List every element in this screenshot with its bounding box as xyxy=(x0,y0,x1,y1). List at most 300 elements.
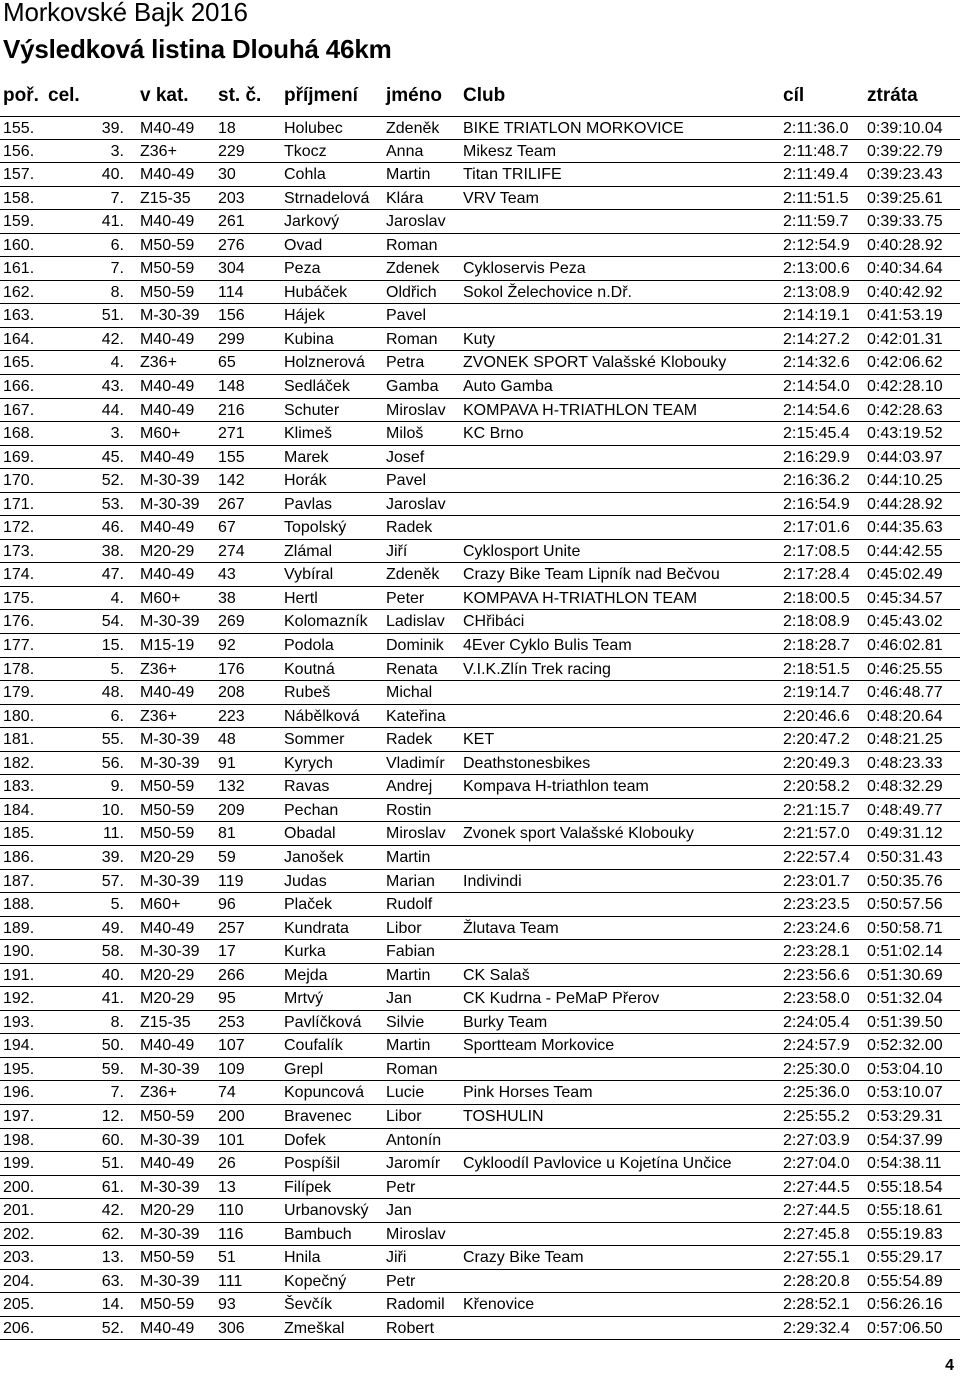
rank-category: 63. xyxy=(101,1272,124,1290)
start-number: 267 xyxy=(218,495,245,513)
rank-category: 52. xyxy=(101,1319,124,1337)
rank-category: 44. xyxy=(101,401,124,419)
finish-time: 2:29:32.4 xyxy=(783,1319,850,1337)
start-number: 176 xyxy=(218,660,245,678)
first-name: Martin xyxy=(386,966,431,984)
rank-category: 41. xyxy=(101,213,124,231)
rank-overall: 185. xyxy=(3,825,35,843)
surname: Janošek xyxy=(284,848,344,866)
time-loss: 0:51:02.14 xyxy=(867,943,943,961)
start-number: 200 xyxy=(218,1107,245,1125)
rank-category: 3. xyxy=(110,425,124,443)
finish-time: 2:17:01.6 xyxy=(783,519,850,537)
first-name: Gamba xyxy=(386,378,439,396)
category: M20-29 xyxy=(140,990,195,1008)
header-jmeno: jméno xyxy=(386,85,442,106)
rank-category: 51. xyxy=(101,307,124,325)
rank-overall: 172. xyxy=(3,519,35,537)
category: M40-49 xyxy=(140,919,195,937)
table-row xyxy=(0,610,960,634)
table-row xyxy=(0,1058,960,1082)
category: M-30-39 xyxy=(140,613,200,631)
start-number: 209 xyxy=(218,801,245,819)
surname: Dofek xyxy=(284,1131,326,1149)
rank-category: 52. xyxy=(101,472,124,490)
rank-category: 57. xyxy=(101,872,124,890)
category: Z36+ xyxy=(140,142,177,160)
start-number: 59 xyxy=(218,848,236,866)
time-loss: 0:39:33.75 xyxy=(867,213,943,231)
start-number: 271 xyxy=(218,425,245,443)
first-name: Vladimír xyxy=(386,754,445,772)
rank-category: 7. xyxy=(110,189,124,207)
finish-time: 2:23:56.6 xyxy=(783,966,850,984)
category: M40-49 xyxy=(140,448,195,466)
surname: Urbanovský xyxy=(284,1202,369,1220)
table-row xyxy=(0,870,960,894)
finish-time: 2:27:55.1 xyxy=(783,1249,850,1267)
time-loss: 0:39:10.04 xyxy=(867,120,943,137)
category: M15-19 xyxy=(140,637,195,655)
rank-category: 50. xyxy=(101,1037,124,1055)
rank-overall: 155. xyxy=(3,120,35,137)
table-row xyxy=(0,1293,960,1317)
time-loss: 0:53:10.07 xyxy=(867,1084,943,1102)
rank-overall: 164. xyxy=(3,330,35,348)
start-number: 253 xyxy=(218,1013,245,1031)
rank-overall: 205. xyxy=(3,1296,35,1314)
surname: Koutná xyxy=(284,660,335,678)
finish-time: 2:16:36.2 xyxy=(783,472,850,490)
finish-time: 2:11:59.7 xyxy=(783,213,849,231)
table-row xyxy=(0,540,960,564)
surname: Vybíral xyxy=(284,566,334,584)
surname: Strnadelová xyxy=(284,189,370,207)
table-row xyxy=(0,893,960,917)
table-row xyxy=(0,587,960,611)
time-loss: 0:39:25.61 xyxy=(867,189,943,207)
start-number: 156 xyxy=(218,307,245,325)
rank-overall: 183. xyxy=(3,778,35,796)
club: V.I.K.Zlín Trek racing xyxy=(463,660,611,678)
time-loss: 0:50:58.71 xyxy=(867,919,943,937)
rank-overall: 181. xyxy=(3,731,35,749)
time-loss: 0:57:06.50 xyxy=(867,1319,943,1337)
results-table xyxy=(0,116,960,1340)
club: Auto Gamba xyxy=(463,378,553,396)
category: M-30-39 xyxy=(140,1178,200,1196)
category: M-30-39 xyxy=(140,307,200,325)
first-name: Radomil xyxy=(386,1296,445,1314)
rank-category: 3. xyxy=(110,142,124,160)
first-name: Libor xyxy=(386,1107,422,1125)
rank-overall: 186. xyxy=(3,848,35,866)
club: Cykloodíl Pavlovice u Kojetína Unčice xyxy=(463,1155,732,1173)
time-loss: 0:55:18.54 xyxy=(867,1178,943,1196)
surname: Ravas xyxy=(284,778,330,796)
table-row xyxy=(0,1105,960,1129)
first-name: Zdenek xyxy=(386,260,440,278)
rank-overall: 168. xyxy=(3,425,35,443)
first-name: Martin xyxy=(386,166,431,184)
category: M-30-39 xyxy=(140,872,200,890)
rank-overall: 195. xyxy=(3,1060,35,1078)
rank-category: 6. xyxy=(110,236,124,254)
start-number: 18 xyxy=(218,120,236,137)
finish-time: 2:11:36.0 xyxy=(783,120,849,137)
first-name: Fabian xyxy=(386,943,435,961)
rank-category: 39. xyxy=(101,848,124,866)
finish-time: 2:24:57.9 xyxy=(783,1037,850,1055)
surname: Pospíšil xyxy=(284,1155,341,1173)
surname: Hájek xyxy=(284,307,325,325)
rank-overall: 201. xyxy=(3,1202,35,1220)
start-number: 96 xyxy=(218,896,236,914)
time-loss: 0:45:02.49 xyxy=(867,566,943,584)
surname: Kubina xyxy=(284,330,334,348)
time-loss: 0:55:18.61 xyxy=(867,1202,943,1220)
start-number: 269 xyxy=(218,613,245,631)
first-name: Jan xyxy=(386,990,412,1008)
club: Sokol Želechovice n.Dř. xyxy=(463,283,632,301)
rank-overall: 159. xyxy=(3,213,35,231)
first-name: Jaroslav xyxy=(386,495,446,513)
finish-time: 2:14:19.1 xyxy=(783,307,850,325)
first-name: Martin xyxy=(386,1037,431,1055)
category: M50-59 xyxy=(140,1107,195,1125)
rank-category: 54. xyxy=(101,613,124,631)
surname: Kolomazník xyxy=(284,613,368,631)
time-loss: 0:42:28.63 xyxy=(867,401,943,419)
rank-category: 12. xyxy=(101,1107,124,1125)
time-loss: 0:46:25.55 xyxy=(867,660,943,678)
category: M40-49 xyxy=(140,330,195,348)
category: M50-59 xyxy=(140,801,195,819)
club: Křenovice xyxy=(463,1296,535,1314)
rank-category: 40. xyxy=(101,166,124,184)
category: M-30-39 xyxy=(140,1272,200,1290)
surname: Schuter xyxy=(284,401,340,419)
category: M40-49 xyxy=(140,566,195,584)
rank-overall: 199. xyxy=(3,1155,35,1173)
start-number: 110 xyxy=(218,1202,244,1220)
first-name: Zdeněk xyxy=(386,120,440,137)
category: M-30-39 xyxy=(140,472,200,490)
table-row xyxy=(0,1317,960,1341)
first-name: Roman xyxy=(386,1060,438,1078)
rank-overall: 170. xyxy=(3,472,35,490)
category: M40-49 xyxy=(140,519,195,537)
category: M40-49 xyxy=(140,401,195,419)
first-name: Andrej xyxy=(386,778,433,796)
first-name: Radek xyxy=(386,519,433,537)
rank-overall: 165. xyxy=(3,354,35,372)
rank-overall: 184. xyxy=(3,801,35,819)
first-name: Ladislav xyxy=(386,613,445,631)
table-row xyxy=(0,964,960,988)
rank-overall: 160. xyxy=(3,236,35,254)
start-number: 155 xyxy=(218,448,245,466)
table-row xyxy=(0,1176,960,1200)
first-name: Anna xyxy=(386,142,424,160)
finish-time: 2:21:57.0 xyxy=(783,825,850,843)
first-name: Marian xyxy=(386,872,435,890)
rank-overall: 167. xyxy=(3,401,35,419)
finish-time: 2:15:45.4 xyxy=(783,425,850,443)
first-name: Antonín xyxy=(386,1131,442,1149)
finish-time: 2:18:00.5 xyxy=(783,589,850,607)
table-row xyxy=(0,257,960,281)
table-row xyxy=(0,1152,960,1176)
rank-category: 10. xyxy=(101,801,124,819)
first-name: Radek xyxy=(386,731,433,749)
table-row xyxy=(0,1199,960,1223)
first-name: Petr xyxy=(386,1178,416,1196)
rank-overall: 169. xyxy=(3,448,35,466)
start-number: 142 xyxy=(218,472,245,490)
rank-category: 51. xyxy=(101,1155,124,1173)
table-row xyxy=(0,822,960,846)
finish-time: 2:25:30.0 xyxy=(783,1060,850,1078)
rank-overall: 197. xyxy=(3,1107,35,1125)
header-ztrata: ztráta xyxy=(867,85,918,106)
start-number: 17 xyxy=(218,943,236,961)
start-number: 92 xyxy=(218,637,236,655)
surname: Klimeš xyxy=(284,425,333,443)
time-loss: 0:51:30.69 xyxy=(867,966,943,984)
rank-overall: 178. xyxy=(3,660,35,678)
surname: Kundrata xyxy=(284,919,349,937)
start-number: 95 xyxy=(218,990,236,1008)
rank-category: 14. xyxy=(101,1296,124,1314)
rank-category: 8. xyxy=(110,1013,124,1031)
surname: Pavlas xyxy=(284,495,333,513)
club: ZVONEK SPORT Valašské Klobouky xyxy=(463,354,727,372)
rank-category: 60. xyxy=(101,1131,124,1149)
finish-time: 2:16:29.9 xyxy=(783,448,850,466)
header-prijmeni: příjmení xyxy=(284,85,358,106)
table-row xyxy=(0,516,960,540)
start-number: 38 xyxy=(218,589,236,607)
start-number: 223 xyxy=(218,707,245,725)
category: M40-49 xyxy=(140,684,195,702)
rank-category: 15. xyxy=(101,637,124,655)
surname: Jarkový xyxy=(284,213,340,231)
category: M40-49 xyxy=(140,378,195,396)
surname: Zlámal xyxy=(284,542,333,560)
rank-category: 40. xyxy=(101,966,124,984)
rank-category: 43. xyxy=(101,378,124,396)
finish-time: 2:27:45.8 xyxy=(783,1225,850,1243)
club: Titan TRILIFE xyxy=(463,166,562,184)
category: M-30-39 xyxy=(140,1060,200,1078)
category: M40-49 xyxy=(140,1037,195,1055)
first-name: Klára xyxy=(386,189,424,207)
rank-category: 11. xyxy=(102,825,124,843)
finish-time: 2:18:28.7 xyxy=(783,637,850,655)
surname: Holznerová xyxy=(284,354,365,372)
table-row xyxy=(0,446,960,470)
time-loss: 0:44:03.97 xyxy=(867,448,943,466)
club: Burky Team xyxy=(463,1013,548,1031)
surname: Cohla xyxy=(284,166,326,184)
club: 4Ever Cyklo Bulis Team xyxy=(463,637,632,655)
start-number: 306 xyxy=(218,1319,245,1337)
table-row xyxy=(0,422,960,446)
category: Z36+ xyxy=(140,660,177,678)
category: M-30-39 xyxy=(140,495,200,513)
rank-category: 48. xyxy=(101,684,124,702)
category: M50-59 xyxy=(140,283,195,301)
start-number: 274 xyxy=(218,542,245,560)
table-row xyxy=(0,1034,960,1058)
surname: Pechan xyxy=(284,801,339,819)
category: M20-29 xyxy=(140,966,195,984)
surname: Holubec xyxy=(284,120,343,137)
finish-time: 2:19:14.7 xyxy=(783,684,850,702)
finish-time: 2:20:47.2 xyxy=(783,731,850,749)
category: M60+ xyxy=(140,589,181,607)
start-number: 13 xyxy=(218,1178,236,1196)
table-row xyxy=(0,399,960,423)
start-number: 299 xyxy=(218,330,245,348)
rank-overall: 200. xyxy=(3,1178,35,1196)
start-number: 132 xyxy=(218,778,245,796)
category: M40-49 xyxy=(140,120,195,137)
start-number: 266 xyxy=(218,966,245,984)
category: M50-59 xyxy=(140,260,195,278)
club: BIKE TRIATLON MORKOVICE xyxy=(463,120,684,137)
finish-time: 2:17:28.4 xyxy=(783,566,850,584)
surname: Grepl xyxy=(284,1060,324,1078)
table-row xyxy=(0,493,960,517)
table-row xyxy=(0,351,960,375)
rank-category: 6. xyxy=(110,707,124,725)
table-row xyxy=(0,563,960,587)
rank-overall: 187. xyxy=(3,872,35,890)
time-loss: 0:40:42.92 xyxy=(867,283,943,301)
category: Z15-35 xyxy=(140,189,191,207)
time-loss: 0:48:21.25 xyxy=(867,731,943,749)
time-loss: 0:39:22.79 xyxy=(867,142,943,160)
start-number: 101 xyxy=(218,1131,245,1149)
finish-time: 2:23:24.6 xyxy=(783,919,850,937)
rank-category: 56. xyxy=(101,754,124,772)
surname: Sommer xyxy=(284,731,345,749)
rank-overall: 198. xyxy=(3,1131,35,1149)
finish-time: 2:23:58.0 xyxy=(783,990,850,1008)
header-vkat: v kat. xyxy=(140,85,189,106)
rank-overall: 192. xyxy=(3,990,35,1008)
first-name: Peter xyxy=(386,589,425,607)
start-number: 26 xyxy=(218,1155,236,1173)
start-number: 93 xyxy=(218,1296,236,1314)
category: M-30-39 xyxy=(140,731,200,749)
rank-category: 4. xyxy=(110,589,124,607)
first-name: Jiři xyxy=(386,1249,407,1267)
table-row xyxy=(0,917,960,941)
table-row xyxy=(0,705,960,729)
rank-category: 38. xyxy=(101,542,124,560)
table-row xyxy=(0,375,960,399)
time-loss: 0:44:10.25 xyxy=(867,472,943,490)
surname: Kopuncová xyxy=(284,1084,365,1102)
time-loss: 0:48:32.29 xyxy=(867,778,943,796)
rank-category: 62. xyxy=(101,1225,124,1243)
category: Z36+ xyxy=(140,707,177,725)
surname: Bambuch xyxy=(284,1225,352,1243)
rank-overall: 202. xyxy=(3,1225,35,1243)
first-name: Silvie xyxy=(386,1013,425,1031)
first-name: Miroslav xyxy=(386,401,446,419)
surname: Coufalík xyxy=(284,1037,343,1055)
table-row xyxy=(0,304,960,328)
rank-overall: 193. xyxy=(3,1013,35,1031)
surname: Ševčík xyxy=(284,1296,333,1314)
finish-time: 2:23:23.5 xyxy=(783,896,850,914)
first-name: Roman xyxy=(386,236,438,254)
time-loss: 0:48:23.33 xyxy=(867,754,943,772)
rank-overall: 166. xyxy=(3,378,35,396)
table-row xyxy=(0,846,960,870)
time-loss: 0:54:38.11 xyxy=(867,1155,942,1173)
rank-overall: 158. xyxy=(3,189,35,207)
finish-time: 2:20:58.2 xyxy=(783,778,850,796)
club: Kompava H-triathlon team xyxy=(463,778,649,796)
finish-time: 2:23:28.1 xyxy=(783,943,850,961)
time-loss: 0:54:37.99 xyxy=(867,1131,943,1149)
time-loss: 0:40:28.92 xyxy=(867,236,943,254)
start-number: 51 xyxy=(218,1249,236,1267)
finish-time: 2:27:44.5 xyxy=(783,1178,850,1196)
time-loss: 0:42:06.62 xyxy=(867,354,943,372)
rank-category: 61. xyxy=(101,1178,124,1196)
time-loss: 0:49:31.12 xyxy=(867,825,943,843)
first-name: Kateřina xyxy=(386,707,446,725)
surname: Mrtvý xyxy=(284,990,324,1008)
club: Kuty xyxy=(463,330,496,348)
first-name: Lucie xyxy=(386,1084,425,1102)
time-loss: 0:55:19.83 xyxy=(867,1225,943,1243)
club: KOMPAVA H-TRIATHLON TEAM xyxy=(463,589,698,607)
first-name: Pavel xyxy=(386,472,427,490)
club: KET xyxy=(463,731,495,749)
start-number: 216 xyxy=(218,401,245,419)
start-number: 114 xyxy=(218,283,244,301)
surname: Tkocz xyxy=(284,142,327,160)
category: M40-49 xyxy=(140,1319,195,1337)
table-row xyxy=(0,116,960,140)
surname: Marek xyxy=(284,448,329,466)
surname: Hubáček xyxy=(284,283,348,301)
rank-overall: 191. xyxy=(3,966,35,984)
start-number: 148 xyxy=(218,378,245,396)
club: VRV Team xyxy=(463,189,539,207)
rank-category: 8. xyxy=(110,283,124,301)
table-row xyxy=(0,234,960,258)
rank-overall: 204. xyxy=(3,1272,35,1290)
table-row xyxy=(0,752,960,776)
rank-category: 45. xyxy=(101,448,124,466)
rank-overall: 180. xyxy=(3,707,35,725)
finish-time: 2:27:44.5 xyxy=(783,1202,850,1220)
time-loss: 0:51:32.04 xyxy=(867,990,943,1008)
surname: Obadal xyxy=(284,825,336,843)
time-loss: 0:41:53.19 xyxy=(867,307,943,325)
finish-time: 2:25:55.2 xyxy=(783,1107,850,1125)
first-name: Libor xyxy=(386,919,422,937)
page-number: 4 xyxy=(945,1357,954,1374)
